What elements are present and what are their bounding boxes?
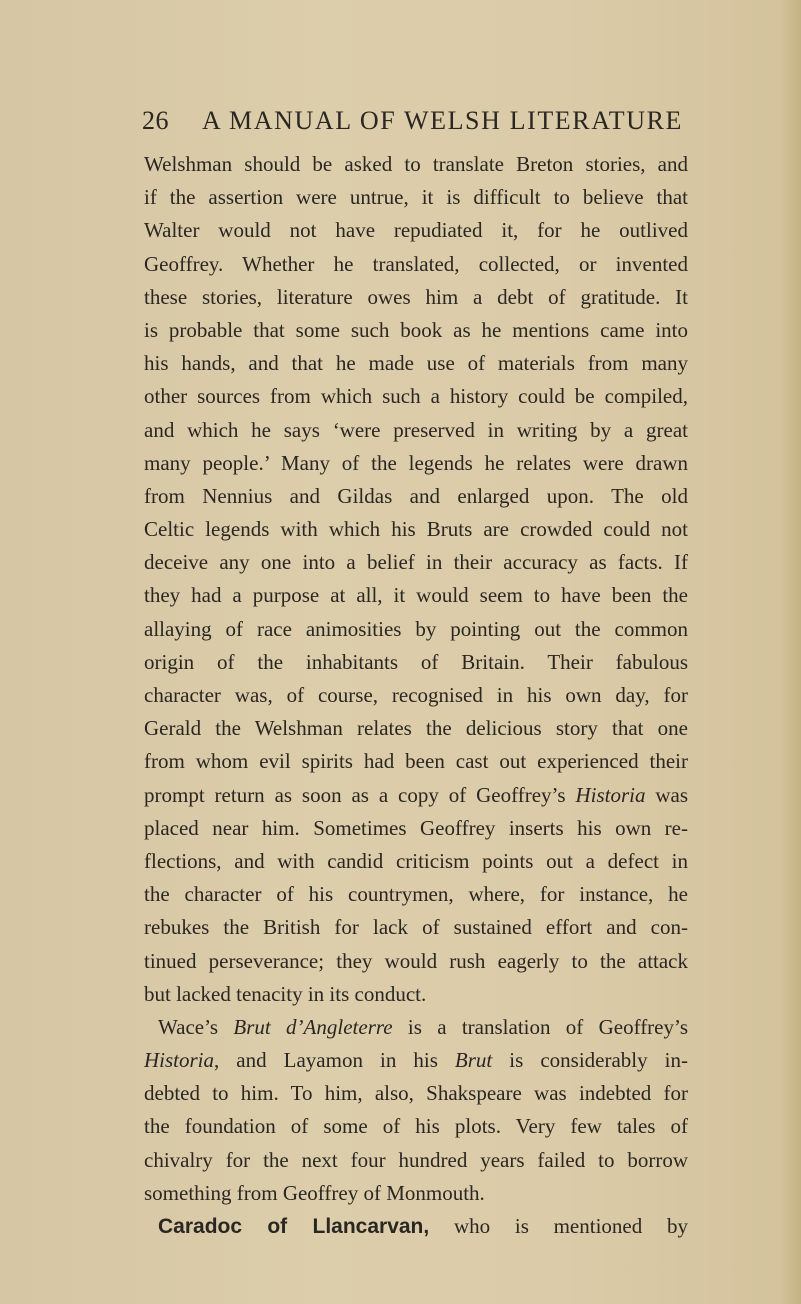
text-line: Geoffrey. Whether he translated, collected, or invented [144,251,688,276]
page-number: 26 [142,106,169,135]
text-line: from Nennius and Gildas and enlarged upon. The old [144,483,688,508]
text-line: debted to him. To him, also, Shakspeare was indebted for [144,1081,688,1106]
book-title-brut-dangleterre: Brut d’Angleterre [233,1014,393,1039]
text-line: they had a purpose at all, it would seem to have been the [144,583,688,608]
text-line: the character of his countrymen, where, for instance, he [144,882,688,907]
text-segment: is a translation of Geoffrey’s [392,1014,688,1039]
text-line: these stories, literature owes him a debt of gratitude. It [144,284,688,309]
text-line: other sources from which such a history could be compiled, [144,384,688,409]
text-line: tinued perseverance; they would rush eagerly to the attack [144,948,688,973]
text-line: if the assertion were untrue, it is difficult to believe that [144,185,688,210]
text-line [144,1044,688,1077]
text-line: Gerald the Welshman relates the delicious story that one [144,716,688,741]
text-line: deceive any one into a belief in their accuracy as facts. If [144,550,688,575]
text-line: his hands, and that he made use of materials from many [144,351,688,376]
text-segment: who is mentioned by [429,1214,688,1238]
body-text [144,148,688,1243]
text-line [144,779,688,812]
text-segment: prompt return as soon as a copy of Geoffrey’s [144,782,576,807]
text-segment: Wace’s [158,1014,234,1039]
text-line: Celtic legends with which his Bruts are crowded could not [144,517,688,542]
text-line: Welshman should be asked to translate Breton stories, and [144,152,688,176]
text-line: character was, of course, recognised in his own day, for [144,683,688,707]
text-line: from whom evil spirits had been cast out experienced their [144,749,688,774]
book-title-brut: Brut [454,1048,493,1073]
text-line: but lacked tenacity in its conduct. [144,981,427,1006]
running-header [142,98,702,144]
book-title-historia: Historia [575,782,646,807]
text-segment: was [645,782,688,807]
text-line [144,1210,688,1243]
text-line: something from Geoffrey of Monmouth. [144,1180,485,1205]
text-line: the foundation of some of his plots. Very few tales of [144,1114,688,1139]
text-line [144,1011,688,1044]
text-segment: is considerably in- [492,1048,688,1073]
text-line: allaying of race animosities by pointing out the common [144,616,688,641]
section-heading-caradoc: Caradoc of Llancarvan, [158,1215,430,1238]
text-line: placed near him. Sometimes Geoffrey inserts his own re- [144,815,688,840]
text-line: Walter would not have repudiated it, for he outlived [144,218,688,243]
text-line: is probable that some such book as he mentions came into [144,317,688,342]
text-line: many people.’ Many of the legends he relates were drawn [144,450,688,475]
text-line: flections, and with candid criticism points out a defect in [144,848,688,873]
text-line: origin of the inhabitants of Britain. Their fabulous [144,649,688,674]
text-line: and which he says ‘were preserved in writing by a great [144,417,688,442]
running-title: A MANUAL OF WELSH LITERATURE [202,106,684,135]
book-title-historia: Historia [144,1048,215,1073]
text-line: chivalry for the next four hundred years failed to borrow [144,1147,688,1172]
text-line: rebukes the British for lack of sustained effort and con- [144,915,688,940]
text-segment: , and Layamon in his [214,1048,455,1073]
page-edge-shadow [779,0,801,1304]
